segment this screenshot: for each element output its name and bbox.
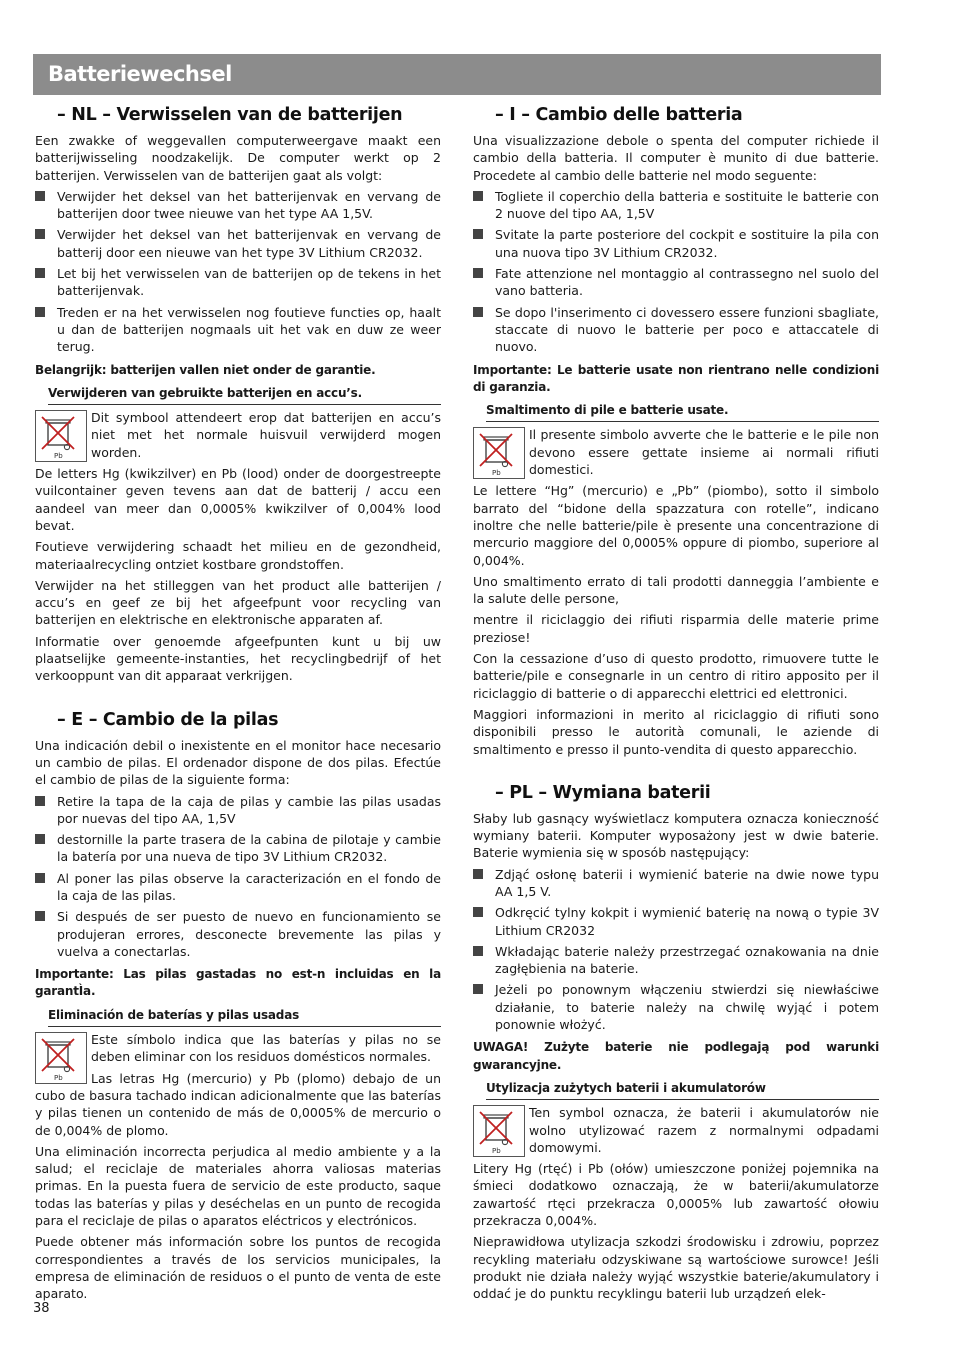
list-item: Treden er na het verwisselen nog foutieve functies op, haalt u dan de batterijen nogmaals uit het vak en duw ze weer terug. (35, 304, 441, 356)
disposal-paragraph: Dit symbool attendeert erop dat batterijen en accu’s niet met het normale huisvuil verwijderd mogen worden. (91, 410, 441, 460)
bin-label: Pb (492, 469, 501, 478)
list-item: Let bij het verwisselen van de batterijen op de tekens in het batterijenvak. (35, 265, 441, 300)
disposal-paragraph: mentre il riciclaggio dei rifiuti risparmia delle materie prime preziose! (473, 612, 879, 645)
list-item: destornille la parte trasera de la cabina de pilotaje y cambie la batería por una nueva de tipo 3V Lithium CR2032. (35, 831, 441, 866)
disposal-paragraph: Verwijder na het stilleggen van het product alle batterijen / accu’s en geef ze bij het afgeefpunt voor recycling van batterijen en elektrische en elektronische apparaten af. (35, 577, 441, 628)
heading-pl: – PL – Wymiana baterii (495, 782, 711, 803)
important-note-it: Importante: Le batterie usate non rientrano nelle condizioni di garanzia. (473, 362, 879, 394)
disposal-paragraph: Uno smaltimento errato di tali prodotti danneggia l’ambiente e la salute delle persone, (473, 573, 879, 607)
heading-nl: – NL – Verwisselen van de batterijen (57, 105, 403, 125)
disposal-paragraph: Maggiori informazioni in merito al riciclaggio di rifiuti sono disponibili presso le autorità comunali, le aziende di smaltimento e presso il punto-vendita di questo apparecchio. (473, 706, 879, 757)
intro-nl: Een zwakke of weggevallen computerweergave maakt een batterijwisseling noodzakelijk. De computer werkt op 2 batterijen. Verwisselen van de batterijen gaat als volgt: (35, 133, 441, 183)
bin-graphic (36, 411, 86, 461)
disposal-heading-nl: Verwijderen van gebruikte batterijen en accu’s. (48, 385, 441, 405)
disposal-paragraph: Las letras Hg (mercurio) y Pb (plomo) debajo de un cubo de basura tachado indican adicionalmente que las baterías y pilas tienen un contenido de más de 0,0005% de mercurio o de 0,004% de plomo. (35, 1070, 441, 1138)
intro-es: Una indicación debil o inexistente en el monitor hace necesario un cambio de pilas. El ordenador dispone de dos pilas. Efectúe el cambio de pilas de la siguiente forma: (35, 737, 441, 788)
disposal-paragraph: Con la cessazione d’uso di questo prodotto, rimuovere tutte le batterie/pile e consegnarle in un centro di ritiro apposito per il riciclaggio di batterie o di apparecchi elettrici ed elettronici. (473, 651, 879, 701)
disposal-paragraph: Il presente simbolo avverte che le batterie e le pile non devono essere gettate insieme ai normali rifiuti domestici. (529, 427, 879, 478)
crossed-out-bin-icon (35, 1032, 87, 1084)
square-bullet-icon (473, 229, 483, 239)
instructions-it (473, 188, 879, 356)
square-bullet-icon (473, 984, 483, 994)
right-column (473, 104, 879, 1307)
section-it (473, 104, 879, 758)
intro-it: Una visualizzazione debole o spenta del computer richiede il cambio della batteria. Il computer è munito di due batterie. Procedete al cambio delle batterie nel modo seguente: (473, 133, 879, 183)
heading-es: – E – Cambio de la pilas (57, 709, 279, 730)
disposal-paragraph: De letters Hg (kwikzilver) en Pb (lood) onder de doorgestreepte vuilcontainer geven tevens aan dat de batterij / accu een aandeel van meer dan 0,0005% kwikzilver of 0,004% lood bevat. (35, 466, 441, 533)
section-nl (35, 104, 441, 685)
instructions-pl (473, 866, 879, 1034)
section-es (35, 709, 441, 1303)
disposal-paragraph: Una eliminación incorrecta perjudica al medio ambiente y a la salud; el reciclaje de materiales ahorra valiosas materias primas. En la puesta fuera de servicio de este producto, saque todas las baterías y pilas y deséchelas en un punto de recogida para el reciclaje de pilas o aparatos eléctricos y electrónicos. (35, 1143, 441, 1229)
list-item: Wkładając baterie należy przestrzegać oznakowania na dnie zagłębienia na baterie. (473, 943, 879, 978)
square-bullet-icon (35, 307, 45, 317)
disposal-paragraph: Ten symbol oznacza, że baterii i akumulatorów nie wolno utylizować razem z normalnymi odpadami domowymi. (529, 1105, 879, 1155)
list-item: Se dopo l'inserimento ci dovessero essere funzioni sbagliate, staccate di nuovo le batterie per poco e attaccatele di nuovo. (473, 304, 879, 356)
crossed-out-bin-icon (35, 410, 87, 462)
square-bullet-icon (35, 191, 45, 201)
disposal-paragraph: Informatie over genoemde afgeefpunten kunt u bij uw plaatselijke gemeente-instanties, het recyclingbedrijf of het verkooppunt van dit apparaat verkrijgen. (35, 633, 441, 684)
section-pl (473, 782, 879, 1303)
page-number: 38 (33, 1301, 50, 1316)
section-banner (33, 54, 881, 95)
bin-label: Pb (54, 452, 63, 461)
list-item: Fate attenzione nel montaggio al contrassegno nel suolo del vano batteria. (473, 265, 879, 300)
page-title: Batteriewechsel (48, 62, 232, 86)
important-note-pl: UWAGA! Zużyte baterie nie podlegają pod warunki gwarancyjne. (473, 1040, 879, 1072)
important-note-nl: Belangrijk: batterijen vallen niet onder de garantie. (35, 362, 376, 377)
list-item: Al poner las pilas observe la caracterización en el fondo de la caja de las pilas. (35, 870, 441, 905)
instructions-nl (35, 188, 441, 356)
list-item: Odkręcić tylny kokpit i wymienić baterię na nową o typie 3V Lithium CR2032 (473, 904, 879, 939)
list-item: Verwijder het deksel van het batterijenvak en vervang de batterij door een nieuwe van het type 3V Lithium CR2032. (35, 226, 441, 261)
crossed-out-bin-icon (473, 1105, 525, 1157)
left-column (35, 104, 441, 1307)
list-item: Svitate la parte posteriore del cockpit e sostituire la pila con una nuova tipo 3V Lithium CR2032. (473, 226, 879, 261)
square-bullet-icon (473, 946, 483, 956)
disposal-heading-es: Eliminación de baterías y pilas usadas (48, 1007, 441, 1027)
important-note-es: Importante: Las pilas gastadas no est‐n incluidas en la garantÌa. (35, 967, 441, 999)
square-bullet-icon (473, 907, 483, 917)
square-bullet-icon (35, 911, 45, 921)
square-bullet-icon (473, 268, 483, 278)
list-item: Si después de ser puesto de nuevo en funcionamiento se produjeran errores, desconecte brevemente las pilas y vuelva a conectarlas. (35, 908, 441, 960)
disposal-paragraph: Este símbolo indica que las baterías y pilas no se deben eliminar con los residuos domésticos normales. (91, 1032, 441, 1065)
disposal-paragraph: Litery Hg (rtęć) i Pb (ołów) umieszczone poniżej pojemnika na śmieci dodatkowo oznaczają, że w baterii/akumulatorze zawartość rtęci przekracza 0,0005% lub zawartość ołowiu przekracza 0,004%. (473, 1161, 879, 1229)
list-item: Togliete il coperchio della batteria e sostituite le batterie con 2 nuove del tipo AA, 1,5V (473, 188, 879, 223)
square-bullet-icon (35, 268, 45, 278)
disposal-paragraph: Nieprawidłowa utylizacja szkodzi środowisku i zdrowiu, poprzez recykling materiału odzyskiwane są wartościowe surowce! Jeśli produkt nie działa należy wyjąć wszystkie baterie/akumulatory i oddać je do punktu recyklingu baterii lub urządzeń elek- (473, 1234, 879, 1302)
square-bullet-icon (35, 834, 45, 844)
disposal-heading-pl: Utylizacja zużytych baterii i akumulatorów (486, 1080, 879, 1100)
heading-it: – I – Cambio delle batteria (495, 105, 743, 125)
disposal-paragraph: Le lettere “Hg” (mercurio) e „Pb” (piombo), sotto il simbolo barrato del “bidone della spazzatura con rotelle”, indicano inoltre che nelle batterie/pile è presente una concentrazione di mercurio maggiore del 0,0005% oppure di piombo, superiore al 0,004%. (473, 483, 879, 568)
square-bullet-icon (473, 307, 483, 317)
bin-graphic (474, 428, 524, 478)
bin-graphic (36, 1033, 86, 1083)
instructions-es (35, 793, 441, 961)
bin-label: Pb (54, 1074, 63, 1083)
list-item: Verwijder het deksel van het batterijenvak en vervang de batterijen door twee nieuwe van het type AA 1,5V. (35, 188, 441, 223)
list-item: Retire la tapa de la caja de pilas y cambie las pilas usadas por nuevas del tipo AA, 1,5V (35, 793, 441, 828)
square-bullet-icon (473, 191, 483, 201)
square-bullet-icon (35, 229, 45, 239)
disposal-paragraph: Puede obtener más información sobre los puntos de recogida correspondientes a través de los servicios municipales, la empresa de eliminación de residuos o el punto de venta de este aparato. (35, 1234, 441, 1302)
bin-label: Pb (492, 1147, 501, 1156)
intro-pl: Słaby lub gasnący wyświetlacz komputera oznacza konieczność wymiany baterii. Komputer wyposażony jest w dwie baterie. Baterie wymienia się w sposób następujący: (473, 810, 879, 861)
square-bullet-icon (35, 873, 45, 883)
disposal-paragraph: Foutieve verwijdering schaadt het milieu en de gezondheid, materiaalrecycling ontziet kostbare grondstoffen. (35, 539, 441, 572)
square-bullet-icon (473, 869, 483, 879)
disposal-heading-it: Smaltimento di pile e batterie usate. (486, 402, 879, 422)
list-item: Zdjąć osłonę baterii i wymienić baterie na dwie nowe typu AA 1,5 V. (473, 866, 879, 901)
square-bullet-icon (35, 796, 45, 806)
crossed-out-bin-icon (473, 427, 525, 479)
bin-graphic (474, 1106, 524, 1156)
list-item: Jeżeli po ponownym włączeniu stwierdzi się niewłaściwe działanie, to baterie należy na chwilę wyjąć i potem ponownie włożyć. (473, 981, 879, 1033)
